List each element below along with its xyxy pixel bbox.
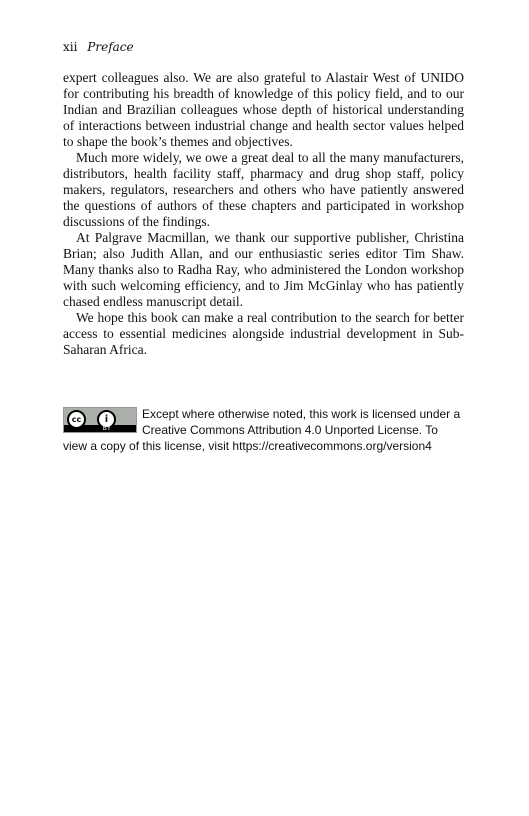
- paragraph: At Palgrave Macmillan, we thank our supportive publisher, Christina Brian; also Judith Allan, and our enthusiastic series editor Tim Shaw. Many thanks also to Radha Ray, who administered the London workshop with such welcoming efficiency, and to Jim McGinlay who has patiently chased endless manuscript detail.: [63, 230, 464, 309]
- paragraph: Much more widely, we owe a great deal to all the many manufacturers, distributors, health facility staff, pharmacy and drug shop staff, policy makers, regulators, researchers and others who have patiently answered the questions of authors of these chapters and participated in workshop discussions of the findings.: [63, 150, 464, 229]
- page-number: xii: [63, 40, 78, 54]
- preface-body: [63, 70, 464, 358]
- by-label: BY: [102, 425, 112, 432]
- license-notice: [63, 406, 464, 454]
- paragraph: We hope this book can make a real contribution to the search for better access to essential medicines alongside industrial development in Sub-Saharan Africa.: [63, 310, 464, 357]
- creative-commons-by-icon: [63, 407, 137, 433]
- paragraph: expert colleagues also. We are also grateful to Alastair West of UNIDO for contributing his breadth of knowledge of this policy field, and to our Indian and Brazilian colleagues whose depth of historical understanding of interactions between industrial change and health sector values helped to shape the book’s themes and objectives.: [63, 70, 464, 149]
- license-text: Except where otherwise noted, this work is licensed under a Creative Commons Attribution 4.0 Unported License. To view a copy of this license, visit https://creativecommons.org/version4: [63, 407, 461, 453]
- attribution-person-icon: i: [97, 410, 116, 429]
- running-head: [63, 40, 134, 54]
- section-title: Preface: [87, 40, 134, 54]
- cc-icon: cc: [67, 410, 86, 429]
